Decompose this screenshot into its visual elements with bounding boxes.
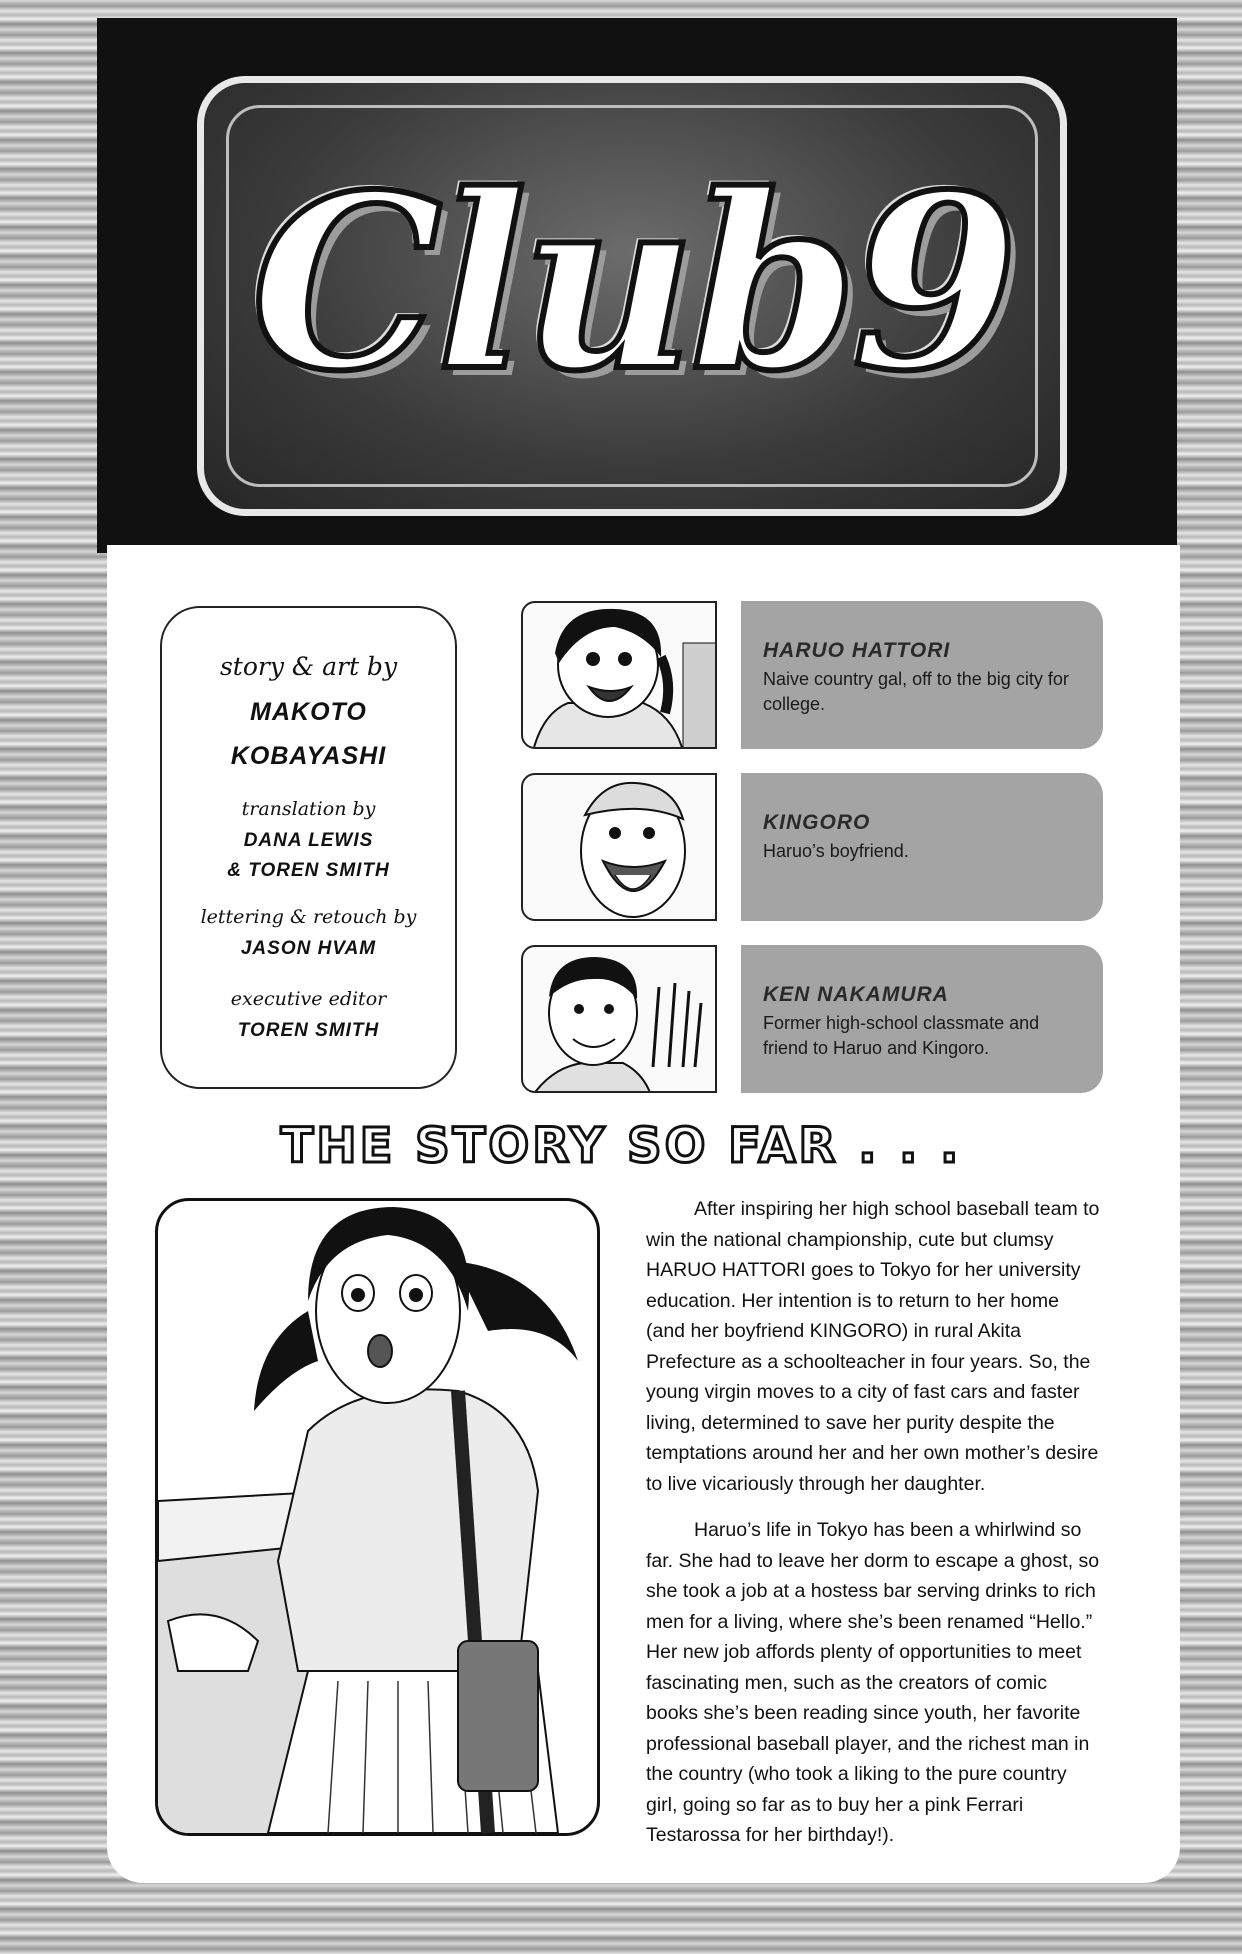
- ken-portrait: [521, 945, 717, 1093]
- story-text: [646, 1194, 1101, 1867]
- haruo-portrait: [521, 601, 717, 749]
- translator-1: DANA LEWIS: [243, 830, 374, 851]
- kingoro-description: Haruo’s boyfriend.: [763, 841, 909, 861]
- lettering-label: lettering & retouch by: [200, 906, 417, 928]
- ken-name: KEN NAKAMURA: [763, 983, 949, 1006]
- club9-logo: Club9: [251, 142, 1013, 424]
- haruo-name: HARUO HATTORI: [763, 639, 951, 662]
- ken-description: Former high-school classmate and friend to Haruo and Kingoro.: [763, 1013, 1040, 1058]
- letterer-name: JASON HVAM: [240, 938, 377, 959]
- author-last-name: KOBAYASHI: [230, 742, 387, 770]
- haruo-illustration-drawing: [158, 1201, 597, 1833]
- editor-label: executive editor: [230, 988, 387, 1010]
- club9-logo-panel: [197, 76, 1067, 516]
- editor-name: TOREN SMITH: [237, 1020, 380, 1041]
- kingoro-info-card: [741, 773, 1103, 921]
- story-so-far-heading: THE STORY SO FAR . . .: [280, 1118, 962, 1174]
- credits-box: [160, 606, 457, 1089]
- ken-portrait-drawing: [523, 947, 717, 1093]
- story-art-label: story & art by: [219, 652, 398, 681]
- kingoro-portrait-drawing: [523, 775, 717, 921]
- ken-info-card: [741, 945, 1103, 1093]
- haruo-portrait-drawing: [523, 603, 717, 749]
- author-first-name: MAKOTO: [250, 698, 367, 726]
- haruo-illustration: [155, 1198, 600, 1836]
- kingoro-portrait: [521, 773, 717, 921]
- title-header: [97, 18, 1177, 553]
- haruo-info-card: [741, 601, 1103, 749]
- story-paragraph-1: After inspiring her high school baseball team to win the national championship, cute but clumsy HARUO HATTORI goes to Tokyo for her university education. Her intention is to return to her home (and her boyfriend KINGORO) in rural Akita Prefecture as a schoolteacher in four years. So, the young virgin moves to a city of fast cars and faster living, determined to save her purity despite the temptations around her and her own mother’s desire to live vicariously through her daughter.: [646, 1198, 1100, 1495]
- story-paragraph-2: Haruo’s life in Tokyo has been a whirlwind so far. She had to leave her dorm to escape a ghost, so she took a job at a hostess bar serving drinks to rich men for a living, where she’s been renamed “Hello.” Her new job affords plenty of opportunities to meet fascinating men, such as the creators of comic books she’s been reading since youth, her favorite professional baseball player, and the richest man in the country (who took a liking to the pure country girl, going so far as to buy her a pink Ferrari Testarossa for her birthday!).: [646, 1519, 1100, 1846]
- kingoro-name: KINGORO: [763, 811, 871, 834]
- translation-label: translation by: [241, 798, 376, 820]
- haruo-description: Naive country gal, off to the big city for college.: [763, 669, 1069, 714]
- translator-2: & TOREN SMITH: [227, 860, 390, 881]
